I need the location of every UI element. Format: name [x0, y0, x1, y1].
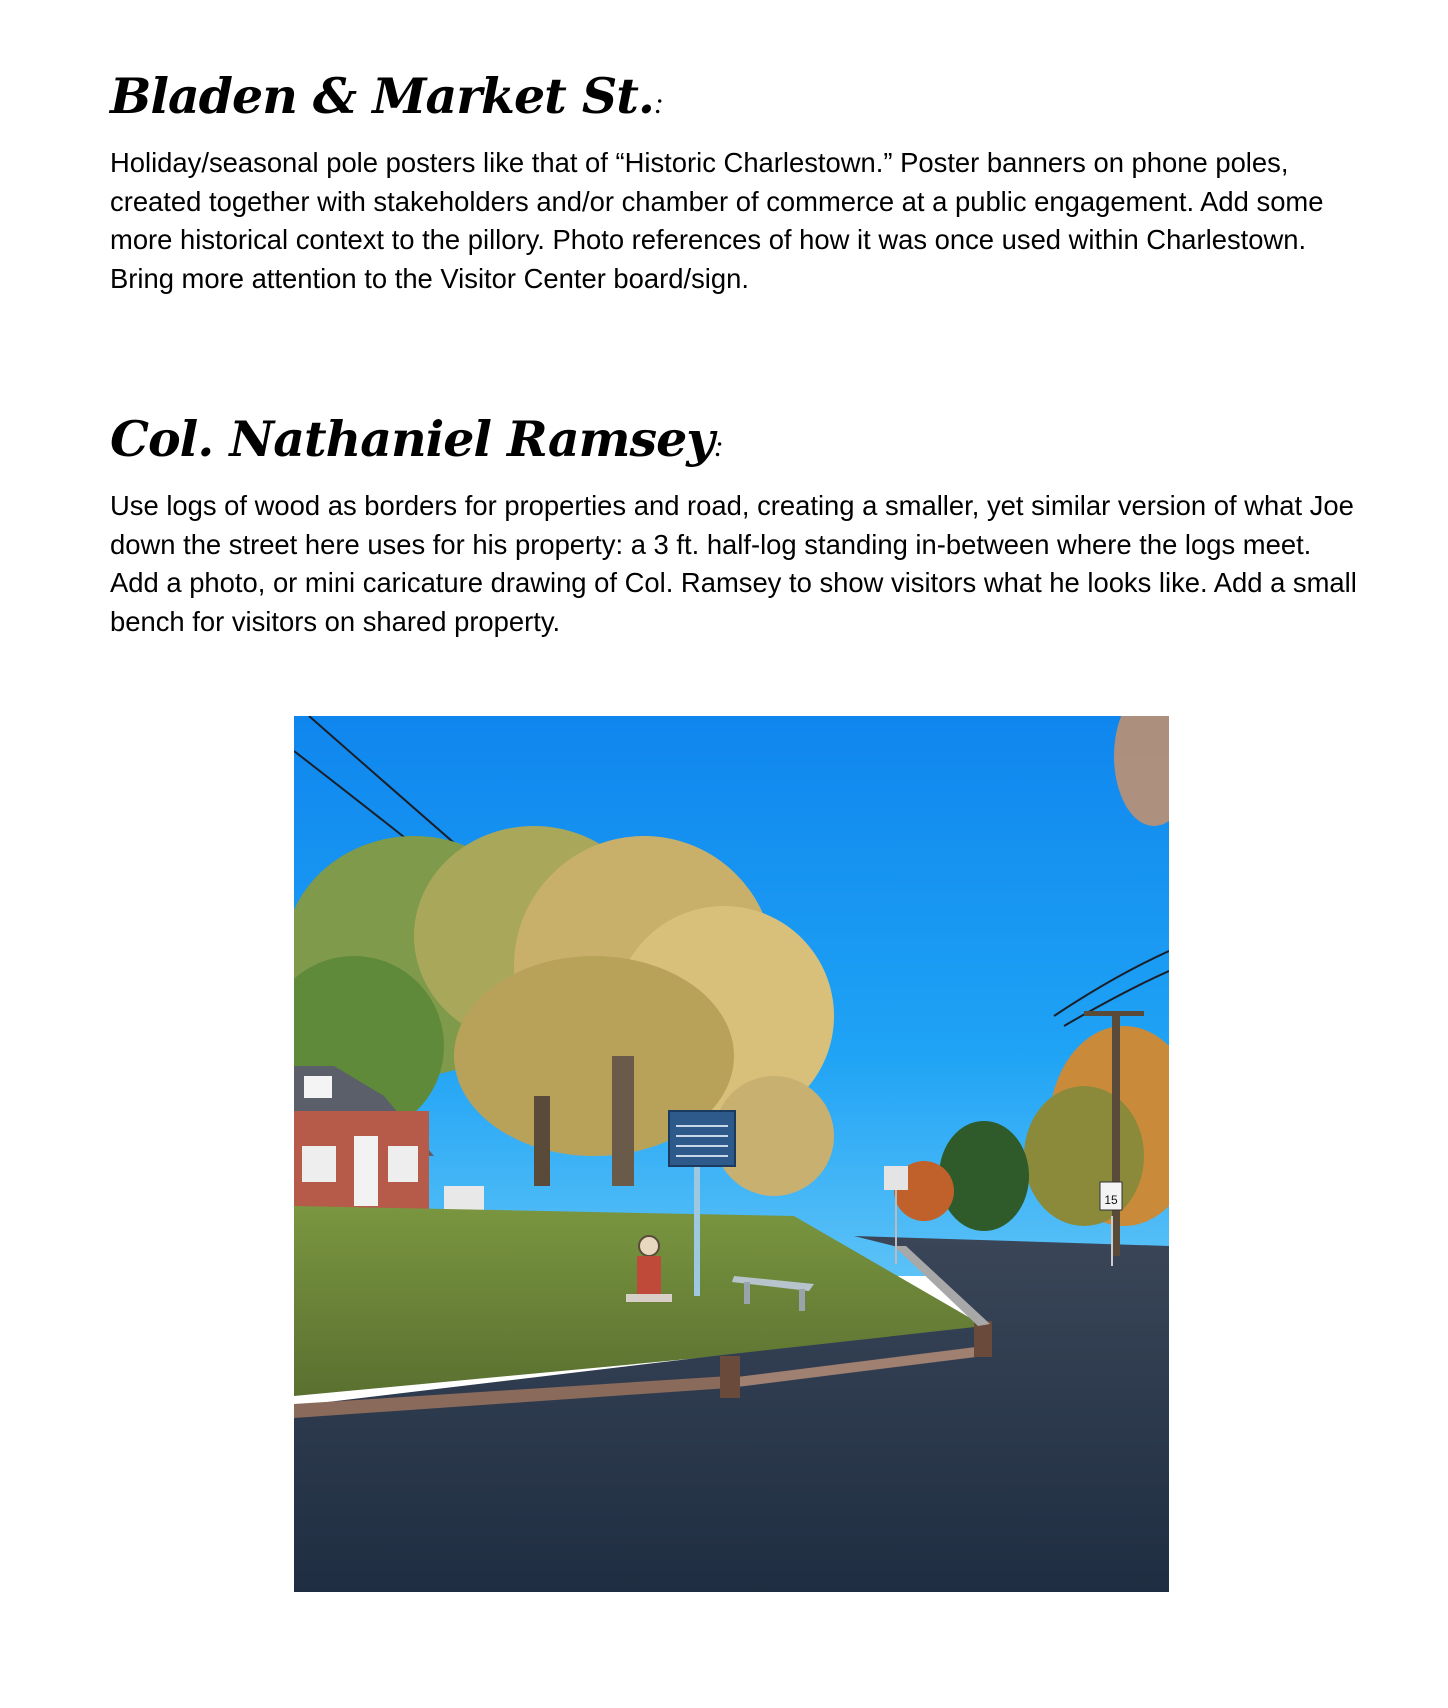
speed-sign-text: 15	[1104, 1193, 1118, 1207]
heading-title: Bladen & Market St.	[110, 67, 654, 125]
section-heading	[110, 407, 1360, 479]
section-bladen-market	[110, 64, 1360, 298]
section-body: Holiday/seasonal pole posters like that of “Historic Charlestown.” Poster banners on phone poles, created together with stakeholders and/or chamber of commerce at a public engagement. Add some more historical context to the pillory. Photo references of how it was once used within Charlestown. Bring more attention to the Visitor Center board/sign.	[110, 147, 1324, 294]
section-heading	[110, 64, 1360, 136]
section-col-nathaniel-ramsey	[110, 407, 1360, 641]
section-body: Use logs of wood as borders for properties and road, creating a smaller, yet similar version of what Joe down the street here uses for his property: a 3 ft. half-log standing in-between where the logs meet. Add a photo, or mini caricature drawing of Col. Ramsey to show visitors what he looks like. Add a small bench for visitors on shared property.	[110, 490, 1357, 637]
heading-title: Col. Nathaniel Ramsey	[110, 410, 714, 468]
street-photo	[294, 716, 1169, 1592]
heading-colon: :	[713, 430, 724, 463]
heading-colon: :	[653, 87, 664, 120]
